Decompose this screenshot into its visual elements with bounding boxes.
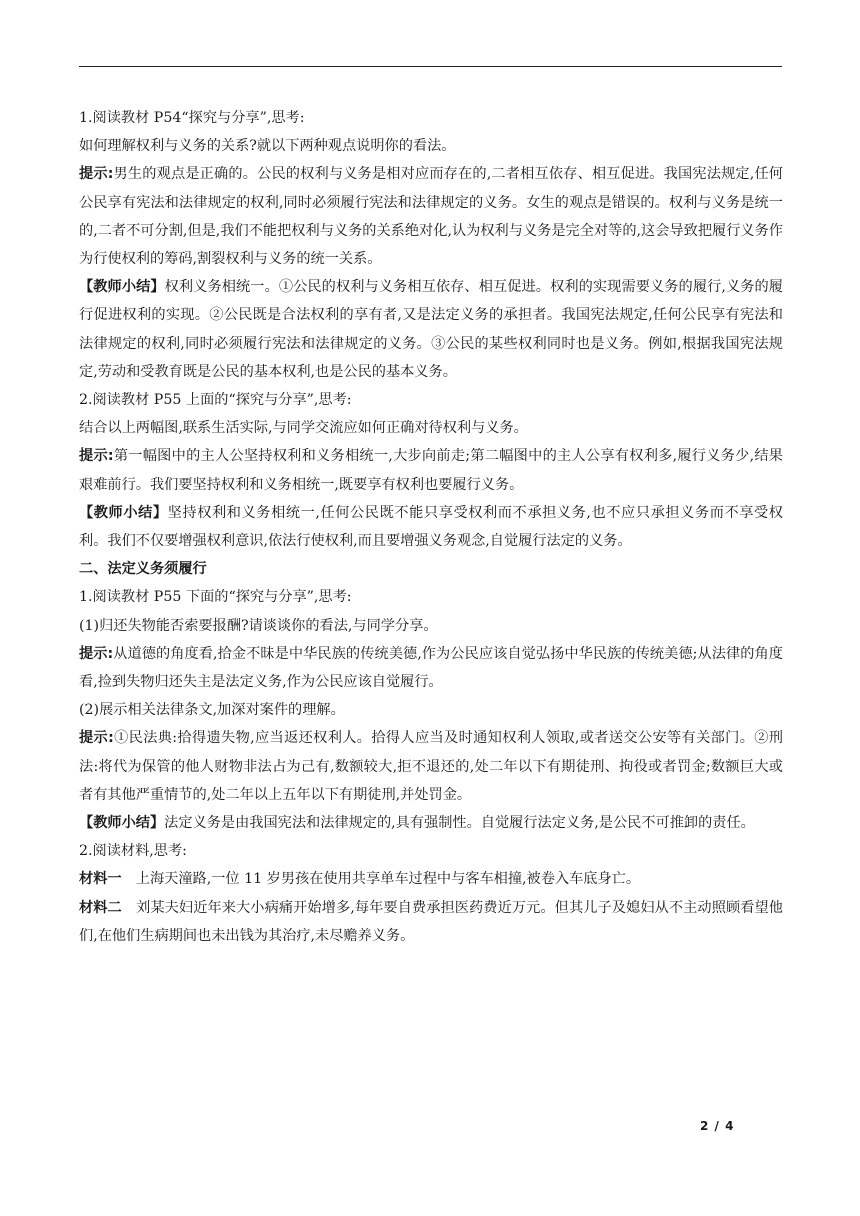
sub-question-1: (1)归还失物能否索要报酬?请谈谈你的看法,与同学分享。: [79, 617, 438, 634]
question-2: 2.阅读教材 P55 上面的“探究与分享”,思考:: [79, 392, 352, 409]
question-1: 1.阅读教材 P54“探究与分享”,思考:: [79, 110, 305, 126]
section-heading: 二、法定义务须履行: [79, 561, 207, 578]
hint-text: 从道德的角度看,拾金不昧是中华民族的传统美德,作为公民应该自觉弘扬中华民族的传统美德;从法律的角度看,捡到失物归还失主是法定义务,作为公民应该自觉履行。: [79, 645, 783, 691]
header-rule: [79, 66, 782, 67]
hint-text: ①民法典:拾得遗失物,应当返还权利人。拾得人应当及时通知权利人领取,或者送交公安等有关部门。②刑法:将代为保管的他人财物非法占为己有,数额较大,拒不退还的,处二年以下有期徒刑、拘役或者罚金;数额巨大或者有其他严重情节的,处二年以上五年以下有期徒刑,并处罚金。: [79, 730, 783, 803]
summary-text: 权利义务相统一。①公民的权利与义务相互依存、相互促进。权利的实现需要义务的履行,义务的履行促进权利的实现。②公民既是合法权利的享有者,又是法定义务的承担者。我国宪法规定,任何公民享有宪法和法律规定的权利,同时必须履行宪法和法律规定的义务。③公民的某些权利同时也是义务。例如,根据我国宪法规定,劳动和受教育既是公民的基本权利,也是公民的基本义务。: [79, 279, 783, 380]
material-2: [79, 894, 783, 950]
hint-2: [79, 442, 783, 498]
summary-label: 【教师小结】: [79, 815, 165, 832]
material-text: 上海天潼路,一位 11 岁男孩在使用共享单车过程中与客车相撞,被卷入车底身亡。: [121, 871, 641, 888]
teacher-summary-1: [79, 273, 783, 386]
hint-label: 提示:: [79, 730, 114, 747]
material-label: 材料一: [79, 871, 122, 888]
question-3: 1.阅读教材 P55 下面的“探究与分享”,思考:: [79, 589, 352, 606]
summary-label: 【教师小结】: [79, 279, 165, 296]
hint-label: 提示:: [79, 166, 114, 183]
summary-text: 坚持权利和义务相统一,任何公民既不能只享受权利而不承担义务,也不应只承担义务而不享受权利。我们不仅要增强权利意识,依法行使权利,而且要增强义务观念,自觉履行法定的义务。: [79, 504, 783, 550]
hint-label: 提示:: [79, 448, 114, 465]
summary-text: 法定义务是由我国宪法和法律规定的,具有强制性。自觉履行法定义务,是公民不可推卸的责任。: [164, 815, 755, 832]
hint-3: [79, 640, 783, 696]
page-number: 2 / 4: [700, 1119, 735, 1133]
question-1-prompt: 如何理解权利与义务的关系?就以下两种观点说明你的看法。: [79, 138, 456, 155]
sub-question-2: (2)展示相关法律条文,加深对案件的理解。: [79, 702, 345, 719]
teacher-summary-3: [79, 809, 783, 837]
teacher-summary-2: [79, 499, 783, 555]
summary-label: 【教师小结】: [79, 504, 168, 521]
hint-label: 提示:: [79, 645, 114, 662]
question-2-prompt: 结合以上两幅图,联系生活实际,与同学交流应如何正确对待权利与义务。: [79, 420, 528, 437]
hint-1: [79, 160, 783, 273]
hint-text: 第一幅图中的主人公坚持权利和义务相统一,大步向前走;第二幅图中的主人公享有权利多,履行义务少,结果艰难前行。我们要坚持权利和义务相统一,既要享有权利也要履行义务。: [79, 448, 783, 493]
material-label: 材料二: [79, 899, 122, 916]
document-body: [79, 104, 783, 950]
hint-text: 男生的观点是正确的。公民的权利与义务是相对应而存在的,二者相互依存、相互促进。我国宪法规定,任何公民享有宪法和法律规定的权利,同时必须履行宪法和法律规定的义务。女生的观点是错误的。权利与义务是统一的,二者不可分割,但是,我们不能把权利与义务的关系绝对化,认为权利与义务是完全对等的,这会导致把履行义务作为行使权利的筹码,割裂权利与义务的统一关系。: [79, 166, 783, 268]
hint-4: [79, 724, 783, 809]
question-4: 2.阅读材料,思考:: [79, 843, 187, 860]
material-1: [79, 865, 783, 893]
material-text: 刘某夫妇近年来大小病痛开始增多,每年要自费承担医药费近万元。但其儿子及媳妇从不主动照顾看望他们,在他们生病期间也未出钱为其治疗,未尽赡养义务。: [79, 899, 783, 944]
